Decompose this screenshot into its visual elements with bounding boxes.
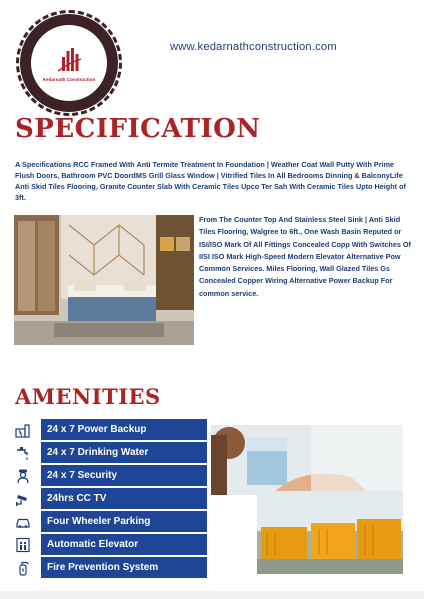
drinking-water-photo bbox=[211, 425, 403, 495]
power-generator-photo bbox=[257, 491, 403, 574]
amenities-list bbox=[12, 419, 196, 580]
amenity-item-security bbox=[12, 465, 196, 486]
amenity-label: 24 x 7 Drinking Water bbox=[41, 442, 207, 463]
elevator-icon bbox=[15, 537, 31, 553]
amenity-item-power-backup bbox=[12, 419, 196, 440]
water-tap-icon bbox=[15, 445, 31, 461]
amenity-label: Fire Prevention System bbox=[41, 557, 207, 578]
amenity-label: 24hrs CC TV bbox=[41, 488, 207, 509]
building-logo-icon bbox=[54, 45, 84, 75]
specification-heading: SPECIFICATION bbox=[15, 114, 261, 144]
specification-intro: A Specifications RCC Framed With Anti Termite Treatment In Foundation | Weather Coat Wall Putty With Prime Flush Doors, Bathroom PVC DoordMS Grill Glass Window | Vitrified Tiles In All Bedrooms Dinning & BalconyLife Anti Skid Tiles Flooring, Granite Counter Slab With Ceramic Tiles Upco Ter Sah With Ceramic Tiles Upto Height of 3ft. bbox=[15, 160, 406, 203]
cctv-camera-icon bbox=[15, 491, 31, 507]
specification-details: From The Counter Top And Stainless Steel Sink | Anti Skid Tiles Flooring, Walgree to 6ft., One Wash Basin Reputed or ISI/ISO Mark Of All Fittings Concealed Copp With Switches Of IISI ISO Mark High-Speed Modern Elevator Alternative Pow Common Services. Miles Flooring, Wall Glazed Tiles Gs Concealed Copper Wiring Alternative Power Backup For common service. bbox=[199, 215, 411, 298]
amenities-heading: AMENITIES bbox=[15, 384, 161, 409]
bedroom-photo bbox=[14, 215, 194, 345]
amenity-item-fire-prevention bbox=[12, 557, 196, 578]
fire-extinguisher-icon bbox=[15, 560, 31, 576]
company-logo bbox=[20, 14, 118, 112]
amenity-label: 24 x 7 Power Backup bbox=[41, 419, 207, 440]
amenity-item-drinking-water bbox=[12, 442, 196, 463]
logo-text: Kedarnath Construction bbox=[42, 76, 96, 82]
amenity-label: Four Wheeler Parking bbox=[41, 511, 207, 532]
amenity-label: Automatic Elevator bbox=[41, 534, 207, 555]
amenity-item-parking bbox=[12, 511, 196, 532]
amenity-item-elevator bbox=[12, 534, 196, 555]
amenity-label: 24 x 7 Security bbox=[41, 465, 207, 486]
security-guard-icon bbox=[15, 468, 31, 484]
car-icon bbox=[15, 514, 31, 530]
logo-badge bbox=[31, 25, 107, 101]
power-plant-icon bbox=[15, 422, 31, 438]
footer-strip bbox=[0, 591, 424, 599]
amenity-item-cctv bbox=[12, 488, 196, 509]
website-url[interactable]: www.kedarnathconstruction.com bbox=[170, 41, 337, 53]
